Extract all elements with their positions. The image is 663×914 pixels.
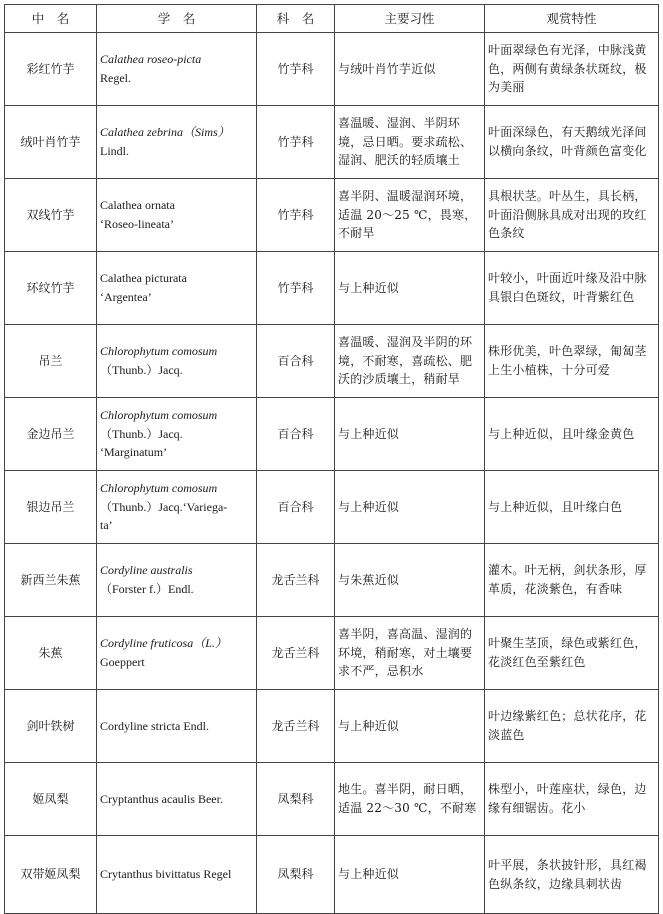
table-row — [5, 179, 659, 252]
latin-name-line: Chlorophytum comosum — [100, 344, 218, 359]
habit-cell: 喜温暖、湿润、半阴环境，忌日晒。要求疏松、湿润、肥沃的轻质壤土 — [335, 106, 485, 179]
latin-name-cell — [97, 836, 257, 914]
habit-cell: 与上种近似 — [335, 836, 485, 914]
latin-name-line: Cordyline stricta Endl. — [100, 718, 209, 733]
family-cell: 龙舌兰科 — [257, 690, 335, 763]
family-cell: 龙舌兰科 — [257, 544, 335, 617]
habit-cell: 喜半阴、温暖湿润环境，适温 20～25 ℃，畏寒，不耐旱 — [335, 179, 485, 252]
table-row — [5, 398, 659, 471]
table-body — [5, 33, 659, 914]
table-row — [5, 836, 659, 914]
latin-name-line: Lindl. — [100, 144, 129, 158]
table-row — [5, 106, 659, 179]
habit-cell: 喜温暖、湿润及半阴的环境，不耐寒，喜疏松、肥沃的沙质壤土，稍耐旱 — [335, 325, 485, 398]
table-row — [5, 33, 659, 106]
latin-name-line: Regel. — [100, 71, 131, 85]
table-row — [5, 617, 659, 690]
latin-name-line: （Thunb.）Jacq. — [100, 426, 183, 441]
habit-cell: 地生。喜半阴，耐日晒，适温 22～30 ℃，不耐寒 — [335, 763, 485, 836]
chinese-name-cell: 环纹竹芋 — [5, 252, 97, 325]
latin-name-cell — [97, 763, 257, 836]
chinese-name-cell: 双带姬凤梨 — [5, 836, 97, 914]
plant-table — [4, 4, 659, 914]
header-habit: 主要习性 — [335, 5, 485, 33]
table-row — [5, 325, 659, 398]
ornamental-cell: 叶边缘紫红色；总状花序，花淡蓝色 — [485, 690, 659, 763]
ornamental-cell: 叶较小，叶面近叶缘及沿中脉具银白色斑纹，叶背紫红色 — [485, 252, 659, 325]
latin-name-cell — [97, 325, 257, 398]
latin-name-line: Chlorophytum comosum — [100, 408, 218, 423]
latin-name-cell — [97, 471, 257, 544]
chinese-name-cell: 双线竹芋 — [5, 179, 97, 252]
family-cell: 百合科 — [257, 398, 335, 471]
habit-cell: 与上种近似 — [335, 471, 485, 544]
latin-name-line: Crytanthus bivittatus Regel — [100, 867, 232, 882]
ornamental-cell: 具根状茎。叶丛生，具长柄，叶面沿侧脉具成对出现的玫红色条纹 — [485, 179, 659, 252]
family-cell: 凤梨科 — [257, 763, 335, 836]
table-row — [5, 471, 659, 544]
chinese-name-cell: 金边吊兰 — [5, 398, 97, 471]
latin-name-cell — [97, 252, 257, 325]
family-cell: 百合科 — [257, 325, 335, 398]
latin-name-cell — [97, 544, 257, 617]
ornamental-cell: 叶面深绿色，有天鹅绒光泽间以横向条纹，叶背颜色富变化 — [485, 106, 659, 179]
chinese-name-cell: 吊兰 — [5, 325, 97, 398]
table-row — [5, 252, 659, 325]
chinese-name-cell: 银边吊兰 — [5, 471, 97, 544]
chinese-name-cell: 姬凤梨 — [5, 763, 97, 836]
habit-cell: 与上种近似 — [335, 252, 485, 325]
ornamental-cell: 叶平展，条状披针形，具红褐色纵条纹，边缘具刺状齿 — [485, 836, 659, 914]
latin-name-line: （Thunb.）Jacq. — [100, 363, 183, 377]
latin-name-cell — [97, 33, 257, 106]
latin-name-line: ‘Roseo-lineata’ — [100, 217, 174, 231]
ornamental-cell: 叶面翠绿色有光泽，中脉浅黄色，两侧有黄绿条状斑纹，极为美丽 — [485, 33, 659, 106]
latin-name-line: ‘Argentea’ — [100, 290, 152, 304]
header-row — [5, 5, 659, 33]
habit-cell: 与上种近似 — [335, 398, 485, 471]
latin-name-line: ta’ — [100, 518, 113, 533]
latin-name-line: Calathea zebrina（Sims） — [100, 125, 230, 140]
table-row — [5, 544, 659, 617]
habit-cell: 与绒叶肖竹芋近似 — [335, 33, 485, 106]
header-latin-name: 学 名 — [97, 5, 257, 33]
latin-name-line: （Thunb.）Jacq.‘Variega- — [100, 499, 228, 514]
family-cell: 竹芋科 — [257, 106, 335, 179]
latin-name-line: （Forster f.）Endl. — [100, 582, 194, 596]
header-family: 科 名 — [257, 5, 335, 33]
latin-name-cell — [97, 690, 257, 763]
latin-name-line: Calathea roseo-picta — [100, 52, 202, 67]
chinese-name-cell: 剑叶铁树 — [5, 690, 97, 763]
latin-name-line: Cordyline australis — [100, 563, 193, 578]
family-cell: 竹芋科 — [257, 252, 335, 325]
habit-cell: 与上种近似 — [335, 690, 485, 763]
habit-cell: 与朱蕉近似 — [335, 544, 485, 617]
habit-cell: 喜半阴，喜高温、湿润的环境，稍耐寒，对土壤要求不严，忌积水 — [335, 617, 485, 690]
ornamental-cell: 叶聚生茎顶，绿色或紫红色，花淡红色至紫红色 — [485, 617, 659, 690]
family-cell: 竹芋科 — [257, 179, 335, 252]
family-cell: 百合科 — [257, 471, 335, 544]
latin-name-cell — [97, 617, 257, 690]
ornamental-cell: 株形优美，叶色翠绿，匍匐茎上生小植株，十分可爱 — [485, 325, 659, 398]
latin-name-line: Cryptanthus acaulis Beer. — [100, 791, 223, 806]
ornamental-cell: 灌木。叶无柄，剑状条形，厚革质，花淡紫色，有香味 — [485, 544, 659, 617]
chinese-name-cell: 绒叶肖竹芋 — [5, 106, 97, 179]
latin-name-cell — [97, 179, 257, 252]
latin-name-line: Cordyline fruticosa（L.） — [100, 636, 227, 651]
chinese-name-cell: 彩红竹芋 — [5, 33, 97, 106]
ornamental-cell: 与上种近似，且叶缘金黄色 — [485, 398, 659, 471]
header-ornamental: 观赏特性 — [485, 5, 659, 33]
latin-name-line: Calathea picturata — [100, 271, 187, 286]
latin-name-line: Goeppert — [100, 655, 145, 669]
family-cell: 凤梨科 — [257, 836, 335, 914]
ornamental-cell: 与上种近似，且叶缘白色 — [485, 471, 659, 544]
latin-name-line: Chlorophytum comosum — [100, 481, 218, 496]
latin-name-cell — [97, 398, 257, 471]
family-cell: 龙舌兰科 — [257, 617, 335, 690]
table-row — [5, 763, 659, 836]
latin-name-line: ‘Marginatum’ — [100, 445, 168, 460]
table-row — [5, 690, 659, 763]
header-chinese-name: 中 名 — [5, 5, 97, 33]
family-cell: 竹芋科 — [257, 33, 335, 106]
latin-name-line: Calathea ornata — [100, 198, 175, 213]
chinese-name-cell: 新西兰朱蕉 — [5, 544, 97, 617]
ornamental-cell: 株型小，叶莲座状，绿色，边缘有细锯齿。花小 — [485, 763, 659, 836]
latin-name-cell — [97, 106, 257, 179]
chinese-name-cell: 朱蕉 — [5, 617, 97, 690]
